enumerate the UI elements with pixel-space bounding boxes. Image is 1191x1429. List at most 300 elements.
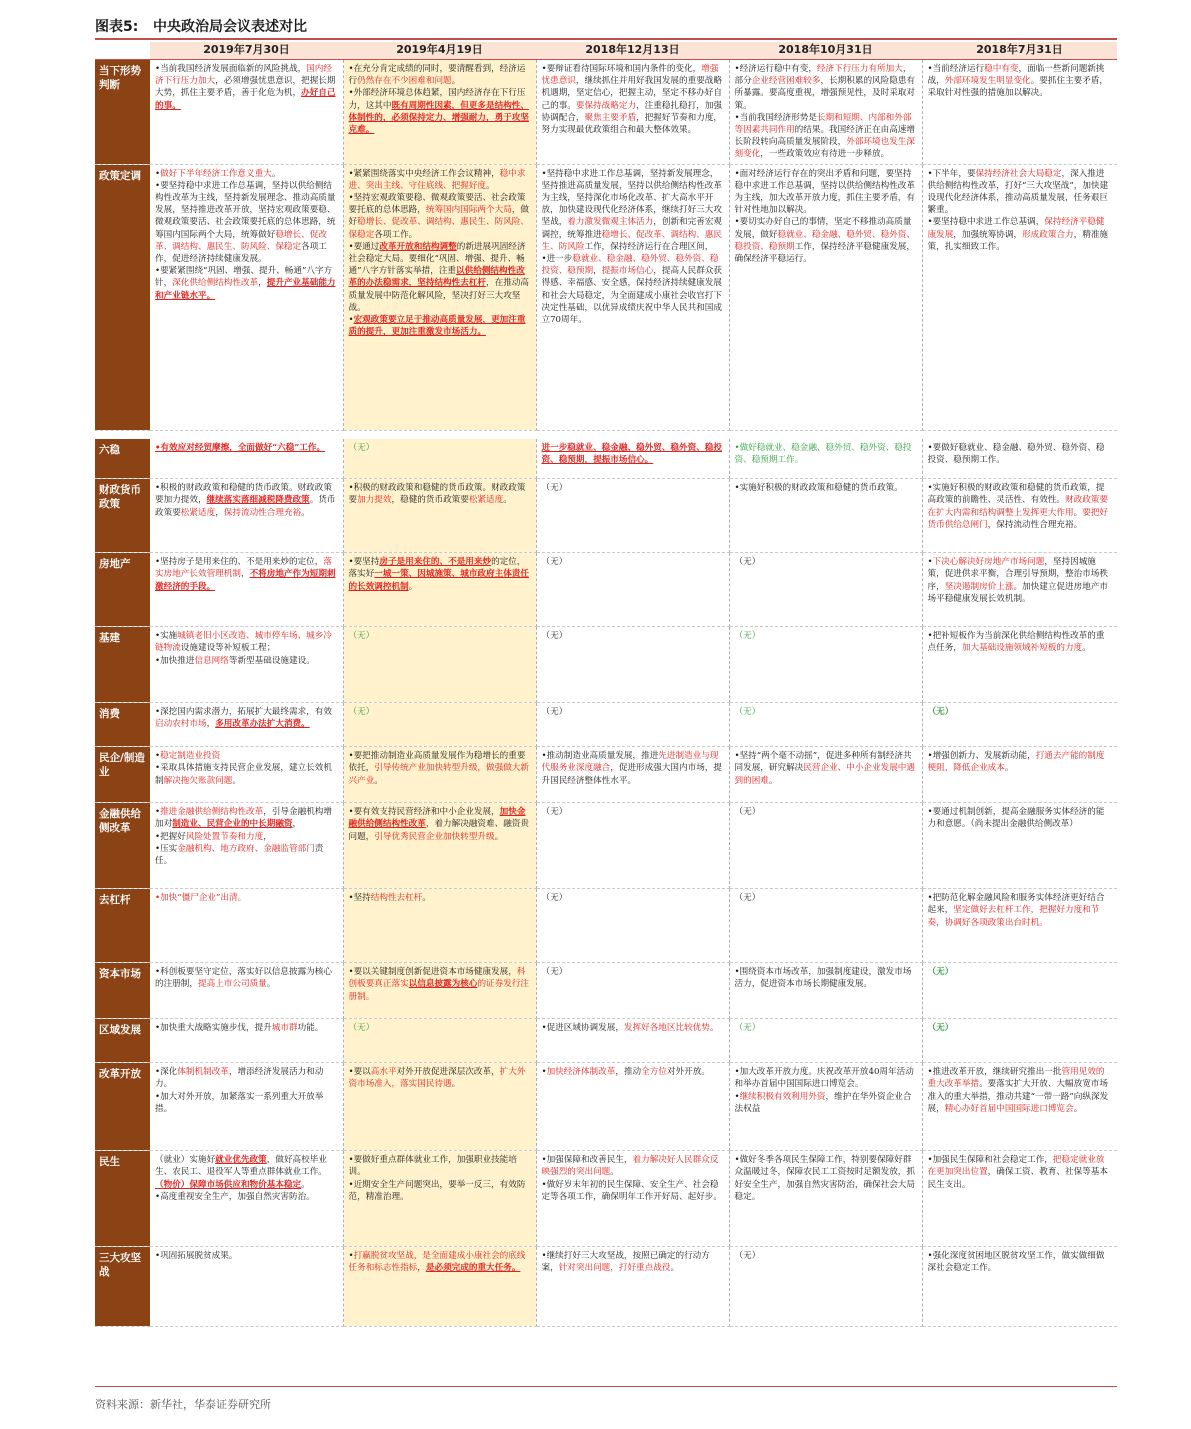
table-cell [922,627,1117,703]
cell-text-segment: •要紧紧围绕“巩固、增强、提升、畅通”八字方针， [155,266,333,289]
cell-text-segment: （无） [734,631,761,642]
cell-text-segment: •坚持稳中求进工作总基调，坚持新发展理念，坚持推进高质量发展，坚持以供给侧结构性改革为主线，坚持深化市场化改革、扩大高水平开放，加快建设现代化经济体系，继续打好三大攻坚战， [541,168,722,228]
table-cell [150,1019,343,1063]
cell-text-segment: •要通过机制创新，提高金融服务实体经济的能力和意愿。（尚未提出金融供给侧改革） [927,807,1105,830]
source-divider [95,1386,1117,1387]
cell-text-segment: 宏观政策要立足于推动高质量发展，更加注重质的提升，更加注重激发市场活力。 [348,315,526,338]
cell-text-segment: 企业经营困难较多 [751,76,821,87]
cell-text-segment: •要做好重点群体就业工作，加强职业技能培训。 [348,1155,517,1178]
row-category: 改革开放 [95,1063,150,1151]
cell-text-segment: •做好稳就业、稳金融、稳外贸、稳外资、稳投资、稳预期工作。 [734,442,912,465]
cell-text-segment: ，坚持因城施策，促进供求平衡，合理引导预期，整治市场秩序， [927,557,1108,592]
row-category: 消费 [95,703,150,747]
cell-text-segment: 管用见效的重大改革举措 [927,1067,1105,1090]
cell-text-segment: •压实 [155,843,178,854]
cell-text-segment: （无） [734,807,761,818]
table-row [95,889,1117,963]
table-cell [536,164,729,430]
table-cell [150,1247,343,1327]
cell-text-segment: 加大基础设施领域补短板的力度 [961,643,1083,654]
cell-text-segment: 下决心解决好房地产市场问题 [932,557,1045,568]
cell-text-segment: 科创板要真正落实 [348,967,526,990]
cell-text-segment: ， [215,507,224,518]
cell-text-segment: 制造业、民营企业的中长期融资 [172,819,293,830]
cell-text-segment: •深化 [155,1067,178,1078]
cell-text-segment: 形成政策合力 [1022,229,1074,240]
cell-text-segment: 引导优秀民营企业加快转型升级 [374,831,495,842]
cell-text-segment: 要把好货币供给总闸门 [927,507,1109,530]
cell-text-segment: 。 [266,979,276,990]
cell-text-segment: •把补短板作为当前深化供给侧结构性改革的重点任务， [927,631,1105,654]
cell-text-segment: （无） [734,707,761,718]
cell-text-segment: 多用改革办法扩大消费。 [215,719,310,730]
cell-text-segment: （就业）实施好 [155,1155,216,1166]
cell-text-segment: •加大改革开放力度。庆祝改革开放40周年活动和举办首届中国国际进口博览会。 [734,1067,914,1090]
cell-text-segment: •要通过 [348,241,380,252]
cell-text-segment: •当前我国经济发展面临新的风险挑战， [155,64,307,74]
cell-text-segment: •积极的财政政策和稳健的货币政策。财政政策要 [348,483,526,506]
cell-text-segment: （无） [541,707,568,718]
table-row [95,553,1117,627]
cell-text-segment: （无） [541,807,568,818]
cell-text-segment: 各项工作，促进经济持续健康发展。 [155,241,327,265]
cell-text-segment: •做好岁末年初的民生保障、安全生产、社会稳定等各项工作，确保明年工作开好局、起好步。 [541,1179,722,1202]
table-cell [150,627,343,703]
cell-text-segment: 。 [768,775,778,786]
cell-text-segment: 增强忧患意识 [541,64,719,87]
column-header: 2018年12月13日 [536,42,729,60]
cell-text-segment: 全方位 [641,1067,667,1078]
cell-text-segment: （无） [734,1023,761,1034]
cell-text-segment: 。 [374,775,383,786]
cell-text-segment: ，一些政策效应有待进一步释放。 [760,149,890,160]
table-cell [150,889,343,963]
cell-text-segment: •做好冬季各项民生保障工作，特别要保障好群众温暖过冬，保障农民工工资按时足额发放，抓好安全生产，加强自然灾害防治，确保社会大局稳定。 [734,1155,915,1202]
table-cell [536,703,729,747]
cell-text-segment: ，提高人民群众获得感、幸福感、安全感，保持经济持续健康发展和社会大局稳定，为全面建成小康社会收官打下决定性基础，以优异成绩庆祝中华人民共和国成立70周年。 [541,266,723,326]
cell-text-segment: •高度重视安全生产，加强自然灾害防治。 [155,1191,315,1202]
cell-text-segment: 要保持战略定力 [575,100,637,111]
table-cell [343,963,536,1019]
cell-text-segment: •要辩证看待国际环境和国内条件的变化， [541,64,702,74]
table-row [95,1151,1117,1247]
cell-text-segment: 。 [709,1023,719,1034]
cell-text-segment: 落实房地产长效管理机制 [155,557,332,580]
cell-text-segment: •增强创新力、发展新动能， [927,751,1036,762]
table-cell [536,1063,729,1151]
cell-text-segment: ，保持流动性合理充裕。 [987,519,1083,530]
row-category: 资本市场 [95,963,150,1019]
cell-text-segment: ，长期积累的风险隐患有所暴露。要高度重视，增强预见性，及时采取对策。 [734,76,916,111]
cell-text-segment: 聚焦主要矛盾 [584,112,637,123]
table-cell [343,1063,536,1151]
table-cell [536,803,729,889]
cell-text-segment: 责任。 [155,843,324,866]
cell-text-segment: ，引导金融机构增加对 [155,807,332,830]
table-row [95,1019,1117,1063]
table-row [95,703,1117,747]
table-header-corner [95,42,150,60]
cell-text-segment: •坚持 [348,893,371,904]
cell-text-segment: （无） [734,893,761,904]
cell-text-segment: •紧紧围绕落实中央经济工作会议精神， [348,168,500,179]
cell-text-segment: •继续打好三大攻坚战，按照已确定的行动方案， [541,1251,710,1274]
cell-text-segment: 既有周期性因素，但更多是结构性、体制性的，必须保持定力、增强耐力，勇于攻坚克难。 [348,100,529,136]
cell-text-segment: （无） [541,483,568,494]
table-cell [536,963,729,1019]
cell-text-segment: •加快重大战略实施步伐，提升 [155,1023,272,1034]
cell-text-segment: •当前我国经济形势是 [734,112,817,123]
row-category: 金融供给侧改革 [95,803,150,889]
cell-text-segment: • [348,315,354,326]
cell-text-segment: 扩大外资市场准入，落实国民待遇 [348,1067,526,1090]
table-cell [536,1019,729,1063]
cell-text-segment: 精心办好首届中国国际进口博览会 [944,1103,1074,1114]
cell-text-segment: 启动农村市场 [155,719,207,730]
cell-text-segment: 稳中有变 [984,64,1019,74]
cell-text-segment: 继续积极有效利用外资 [739,1091,826,1102]
cell-text-segment: 不将房地产作为短期刺激经济的手段。 [155,569,336,592]
cell-text-segment: • [155,807,161,818]
cell-text-segment: 一城一策、因城施策、城市政府主体责任的长效调控机制 [348,569,529,592]
table-cell [150,1063,343,1151]
table-header-row [95,42,1117,60]
cell-text-segment: •要切实办好自己的事情，坚定不移推动高质量发展，做好 [734,217,912,240]
cell-text-segment: •积极的财政政策和稳健的货币政策。财政政策要加力提效， [155,483,332,506]
cell-text-segment: 的新进展巩固经济社会稳定大局。要细化“巩固、增强、提升、畅通”八字方针落实举措，注重 [348,241,526,277]
cell-text-segment: 坚定做好去杠杆工作，把握好力度和节奏，协调好各项政策出台时机。 [927,905,1100,928]
table-cell [343,164,536,430]
cell-text-segment: 打赢脱贫攻坚战，是全面建成小康社会的底线任务和标志性指标 [348,1251,526,1274]
cell-text-segment: 国内经济下行压力加大 [155,64,332,87]
cell-text-segment: •实施好积极的财政政策和稳健的货币政策，提高政策的前瞻性、灵活性、有效性。 [927,483,1105,506]
table-cell [922,1247,1117,1327]
table-cell [150,479,343,553]
cell-text-segment: 对外开放促进深层次改革， [396,1067,500,1078]
table-cell [343,889,536,963]
table-row [95,627,1117,703]
cell-text-segment: •经济运行稳中有变， [734,64,817,74]
table-body [95,60,1117,1327]
cell-text-segment: •深挖国内需求潜力，拓展扩大最终需求，有效 [155,707,332,718]
table-cell [150,1151,343,1247]
cell-text-segment: 着力解决好人民群众反映强烈的突出问题 [541,1155,719,1178]
cell-text-segment: 长期和短期、内部和外部等因素共同作用 [734,112,912,136]
table-cell [536,1247,729,1327]
cell-text-segment: 松紧适度 [468,495,504,506]
cell-text-segment: ， [258,278,267,289]
table-cell [343,703,536,747]
cell-text-segment: •推进改革开放，继续研究推出一批 [927,1067,1062,1078]
column-header: 2019年7月30日 [150,42,343,60]
cell-text-segment: •要坚持稳中求进工作总基调， [927,217,1045,228]
cell-text-segment: 。 [408,581,418,592]
row-category: 民企/制造业 [95,747,150,803]
cell-text-segment: 各项工作。 [374,229,418,240]
cell-text-segment: 。 [503,495,512,506]
cell-text-segment: •有效应对经贸摩擦，全面做好“六稳”工作。 [155,442,326,453]
cell-text-segment: 的证券发行注册制。 [348,979,530,1002]
cell-text-segment: •要把推动制造业高质量发展作为稳增长的重要依托， [348,751,526,774]
cell-text-segment: •把握好 [155,831,186,842]
cell-text-segment: 。 [1082,643,1091,654]
row-category: 六稳 [95,439,150,479]
table-cell [536,1151,729,1247]
cell-text-segment: （物价）保障市场供应和物价基本稳定 [155,1179,302,1190]
cell-text-segment: ， [206,719,216,730]
cell-text-segment: 进一步稳就业、稳金融、稳外贸、稳外资、稳投资、稳预期，提振市场信心。 [541,442,722,465]
table-cell [729,627,922,703]
cell-text-segment: •要以 [348,1067,371,1078]
table-cell [922,60,1117,165]
cell-text-segment: 办好自己的事。 [155,88,336,111]
cell-text-segment: （无） [541,967,568,978]
cell-text-segment: 。 [1004,763,1014,774]
cell-text-segment: ，深入推进供给侧结构性改革，打好“三大攻坚战”，加快建设现代化经济体系，推动高质量发展，任务艰巨繁重。 [927,168,1109,216]
row-category: 财政货币政策 [95,479,150,553]
row-category: 三大攻坚战 [95,1247,150,1327]
table-cell [922,963,1117,1019]
cell-text-segment: 。 [494,831,504,842]
table-cell [536,889,729,963]
cell-text-segment: 。 [232,775,241,786]
cell-text-segment: 把稳定就业放在更加突出位置 [927,1155,1105,1178]
table-cell [922,747,1117,803]
row-category: 去杠杆 [95,889,150,963]
cell-text-segment: （无） [927,1023,954,1034]
cell-text-segment: • [927,557,933,568]
cell-text-segment: 等新型基础设施建设。 [228,655,315,666]
cell-text-segment: 财政政策要在扩大内需和结构调整上发挥更大作用 [927,495,1108,518]
cell-text-segment: ，把握好节奏和力度，努力实现最优政策组合和最大整体效果。 [541,112,723,136]
cell-text-segment: ，在推动高质量发展中防范化解风险，坚决打好三大攻坚战。 [348,278,529,313]
cell-text-segment: •要有效支持民营经济和中小企业发展， [348,807,500,818]
column-header: 2018年7月31日 [922,42,1117,60]
cell-text-segment: ，维护在华外资企业合法权益 [734,1091,912,1114]
cell-text-segment: （无） [348,1023,375,1034]
cell-text-segment: 。 [422,893,431,904]
cell-text-segment: 外部环境也发生深刻变化 [734,137,915,160]
cell-text-segment: •下半年，要 [927,168,976,179]
cell-text-segment: 。 [451,76,461,87]
cell-text-segment: 房子是用来住的、不是用来炒 [379,557,492,568]
cell-text-segment: 经济下行压力有所加大 [816,64,903,74]
cell-text-segment: ，稳健的货币政策要 [391,495,469,506]
table-cell [922,803,1117,889]
table-cell [536,60,729,165]
cell-text-segment: •实施 [155,631,178,642]
cell-text-segment: 稳增长、促改革、调结构、惠民生、防风险 [541,229,722,252]
cell-text-segment: • [155,168,161,179]
cell-text-segment: 针对突出问题，打好重点战役 [558,1263,671,1274]
table-row [95,164,1117,430]
table-cell [150,164,343,430]
cell-text-segment: •坚持“两个毫不动摇”，促进多种所有制经济共同发展，研究解决 [734,751,912,774]
cell-text-segment: 改革开放和结构调整 [379,241,457,252]
cell-text-segment: ，部分 [734,64,912,87]
row-category: 民生 [95,1151,150,1247]
cell-text-segment: ，必须增强忧患意识，把握长期大势，抓住主要矛盾，善于化危为机， [155,76,336,99]
cell-text-segment: 加快经济体制改革 [546,1067,616,1078]
cell-text-segment: ，注重稳扎稳打，加强协调配合， [541,100,723,123]
cell-text-segment: 设施建设等补短板工程； [180,643,276,654]
cell-text-segment: 统筹国内国际两个大局 [425,205,512,216]
cell-text-segment: •坚持房子是用来住的、不是用来炒的定位， [155,557,324,568]
table-row [95,747,1117,803]
table-cell [343,747,536,803]
cell-text-segment: 坚决遏制房价上涨 [944,581,1014,592]
cell-text-segment: 加快金融供给侧结构性改革 [348,807,526,830]
cell-text-segment: •促进区域协调发展， [541,1023,624,1034]
cell-text-segment: 结构性去杠杆 [370,893,423,904]
cell-text-segment: 。 [451,1079,461,1090]
table-cell [729,439,922,479]
cell-text-segment: •加快“僵尸企业”出清。 [155,893,247,904]
cell-text-segment: （无） [348,442,375,453]
cell-text-segment: •在充分肯定成绩的同时，要清醒看到，经济运行 [348,64,526,87]
column-header: 2018年10月31日 [729,42,922,60]
table-cell [729,1019,922,1063]
cell-text-segment: 信息网络 [194,655,229,666]
table-cell [729,803,922,889]
table-cell [150,60,343,165]
table-cell [729,747,922,803]
cell-text-segment: ， [593,266,602,277]
cell-text-segment: （无） [734,557,761,568]
table-cell [729,703,922,747]
table-cell [343,60,536,165]
table-cell [536,439,729,479]
cell-text-segment: •把防范化解金融风险和服务实体经济更好结合起来， [927,893,1105,916]
cell-text-segment: ，继续抓住并用好我国发展的重要战略机遇期，坚定信心，把握主动，坚定不移办好自己的事。 [541,76,722,111]
table-cell [729,164,922,430]
cell-text-segment: 。 [301,507,310,518]
cell-text-segment: • [541,1067,547,1078]
cell-text-segment: •进一步 [541,254,573,265]
table-cell [150,747,343,803]
cell-text-segment: 以供给侧结构性改革的办法稳需求，坚持结构性去杠杆 [348,266,525,289]
cell-text-segment: 高水平 [370,1067,397,1078]
cell-text-segment: 就业优先政策 [215,1155,267,1166]
cell-text-segment: •巩固拓展脱贫成果。 [155,1251,238,1262]
cell-text-segment: 稳就业、稳金融、稳外贸、稳外资、稳投资、稳预期 [734,229,915,252]
cell-text-segment: ，面临一些新问题新挑战， [927,64,1105,87]
cell-text-segment: ，推动 [615,1067,642,1078]
table-cell [150,553,343,627]
row-category: 政策定调 [95,164,150,430]
table-cell [922,164,1117,430]
table-cell [343,1247,536,1327]
section-spacer-cell [95,430,1117,439]
cell-text-segment: ，精准施策，扎实细致工作。 [927,229,1109,252]
cell-text-segment: 保持经济社会大局稳定 [975,168,1062,179]
table-cell [729,1247,922,1327]
cell-text-segment: 继续落实落细减税降费政策 [206,495,310,506]
table-cell [343,627,536,703]
cell-text-segment: 稳定制造业投资 [160,751,221,762]
cell-text-segment: •加强保障和改善民生， [541,1155,633,1166]
cell-text-segment: 。 [271,168,281,179]
cell-text-segment: ，加强统筹协调， [953,229,1023,240]
cell-text-segment: •坚持宏观政策要稳、微观政策要活、社会政策要托底的总体思路， [348,193,526,216]
table-cell [922,703,1117,747]
cell-text-segment: ，增添经济发展活力和动力。 [155,1067,324,1090]
cell-text-segment: 。 [1073,1103,1083,1114]
cell-text-segment: 外部环境发生明显变化 [944,76,1031,87]
row-category: 房地产 [95,553,150,627]
cell-text-segment: 稳增长、促改革、调结构、惠民生、防风险、保稳定 [155,229,327,252]
figure-title: 中央政治局会议表述对比 [153,19,307,35]
cell-text-segment: •实施好积极的财政政策和稳健的货币政策。 [734,483,903,494]
table-cell [922,1063,1117,1151]
cell-text-segment: 的定位，落实好 [348,557,526,580]
table-cell [150,963,343,1019]
cell-text-segment: •要坚持 [348,557,380,568]
table-cell [536,553,729,627]
table-cell [729,553,922,627]
table-row [95,1247,1117,1327]
table-cell [922,479,1117,553]
table-cell [536,747,729,803]
cell-text-segment: 打通去产能的制度梗阻，降低企业成本 [927,751,1105,774]
cell-text-segment: •加强民生保障和社会稳定工作， [927,1155,1053,1166]
cell-text-segment: •要做好稳就业、稳金融、稳外贸、稳外资、稳投资、稳预期工作。 [927,442,1105,465]
cell-text-segment: （无） [541,557,568,568]
cell-text-segment: 功能。 [297,1023,324,1034]
cell-text-segment: （无） [348,707,375,718]
table-row [95,479,1117,553]
cell-text-segment: 提振市场信心 [601,266,654,277]
cell-text-segment: 城镇老旧小区改造、城市停车场、城乡冷链物流 [155,631,332,654]
table-cell [922,889,1117,963]
cell-text-segment: 解决拖欠账款问题 [163,775,233,786]
table-cell [729,963,922,1019]
cell-text-segment: •采取具体措施支持民营企业发展，建立长效机制 [155,763,332,786]
cell-text-segment: 保持经济平稳健康发展 [927,217,1105,240]
table-row [95,1063,1117,1151]
table-cell [729,1151,922,1247]
table-cell [343,803,536,889]
cell-text-segment: •科创板要坚守定位，落实好以信息披露为核心的注册制， [155,967,332,990]
table-row [95,803,1117,889]
cell-text-segment: •当前经济运行 [927,64,985,74]
cell-text-segment: •加大对外开放，加紧落实一系列重大开放举措。 [155,1091,324,1114]
source-note: 资料来源：新华社，华泰证券研究所 [95,1398,271,1411]
cell-text-segment: 提高上市公司质量 [197,979,267,990]
cell-text-segment: •加快推进 [155,655,195,666]
cell-text-segment: 。要抓住主要矛盾，采取针对性强的措施加以解决。 [927,76,1109,99]
cell-text-segment: ，做好 [348,205,530,228]
cell-text-segment: ，做好高校毕业生、农民工、退役军人等重点群体就业工作。 [155,1155,327,1178]
cell-text-segment: 引导传统产业加快转型升级，做强做大新兴产业 [348,763,529,786]
cell-text-segment: ， [292,819,302,830]
cell-text-segment: 。 [486,180,495,191]
row-category: 区域发展 [95,1019,150,1063]
cell-text-segment: （无） [541,631,568,642]
table-cell [150,703,343,747]
cell-text-segment: 。 [1073,507,1083,518]
table-cell [922,1019,1117,1063]
cell-text-segment: 稳就业、稳金融、稳外贸、稳外资、稳投资、稳预期 [541,254,719,277]
cell-text-segment: 提升产业基础能力和产业链水平。 [155,278,336,301]
cell-text-segment: •近期安全生产问题突出，要举一反三，有效防范，精准治理。 [348,1179,526,1202]
table-cell [343,479,536,553]
cell-text-segment: ，着力解决融资难、融资贵问题， [348,819,529,842]
cell-text-segment: • [155,751,161,762]
cell-text-segment: 仍然存在不少困难和问题 [357,76,452,87]
table-cell [922,439,1117,479]
table-cell [536,627,729,703]
